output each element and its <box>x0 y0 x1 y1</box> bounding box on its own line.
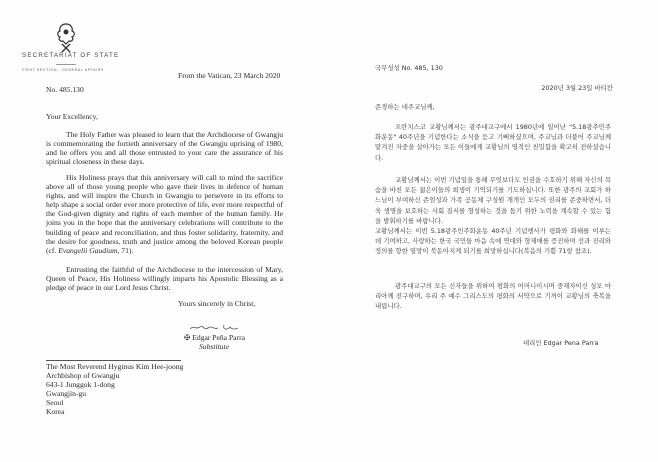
letterhead-divider <box>56 64 76 65</box>
address-block <box>46 362 183 417</box>
citation-title: Evangelii Gaudium <box>58 245 118 255</box>
reference-number-ko: 국무성성 No. 485, 130 <box>375 64 443 72</box>
salutation-ko: 존경하는 대주교님께, <box>375 103 435 111</box>
signature-icon <box>188 322 240 332</box>
citation-tail: , 71). <box>117 245 134 255</box>
paragraph-3: Entrusting the faithful of the Archdiocese to the intercession of Mary, Queen of Peace, His Holiness willingly imparts his Apostolic Blessing as a pledge of peace in our Lord Jesus Christ. <box>46 265 283 293</box>
signer-name: ✠ Edgar Peña Parra <box>184 333 245 342</box>
address-line: Gwangjin-gu <box>46 389 87 399</box>
signer-title: Substitute <box>199 342 229 351</box>
paragraph-ko-3: 교황님께서는 이번 5.18광주민주화운동 40주년 기념행사가 평화와 화해를 이루는 데 기여하고, 사랑하는 한국 국민들 마음 속에 연대와 형제애를 증진하며 선과 진리와 정의를 향한 열망이 북돋아지게 되기를 희망하십니다(복음의 기쁨 71항 참조). <box>375 227 611 256</box>
letterhead-office: SECRETARIAT OF STATE <box>22 52 120 59</box>
paragraph-ko-4: 광주대교구의 모든 신자들을 위하여 평화의 어머니이시며 중재자이신 성모 마리아께 전구하며, 우리 주 예수 그리스도의 평화의 서약으로 기꺼이 교황님의 축복을 내립니다. <box>375 282 611 311</box>
papal-crest-icon <box>53 22 79 54</box>
korean-translation <box>329 0 658 462</box>
closing: Yours sincerely in Christ, <box>178 299 256 308</box>
address-divider <box>46 360 181 361</box>
letterhead-section: FIRST SECTION - GENERAL AFFAIRS <box>22 68 104 72</box>
address-line: 643-1 Junggok 1-dong <box>46 380 115 390</box>
reference-number: No. 485.130 <box>46 85 84 94</box>
paragraph-2-text: His Holiness prays that this anniversary will call to mind the sacrifice above all of those young people who gave their lives in defence of human rights, and will inspire the Church in Gwangju to persevere in its efforts to help shape a social order ever more protective of life, ever more respectful of the God-given dignity and rights of each member of the human family. He joins you in the hope that the anniversary celebrations will contribute to the building of peace and reconciliation, and thus foster solidarity, fraternity, and the desire for goodness, truth and justice among the beloved Korean people (cf. <box>46 173 283 255</box>
date-ko: 2020년 3월 23일 바티칸 <box>541 84 613 92</box>
paragraph-1: The Holy Father was pleased to learn that the Archdiocese of Gwangju is commemorating the fortieth anniversary of the Gwangju uprising of 1980, and he offers you and all those entrusted to your care the assurance of his spiritual closeness in these days. <box>46 130 283 167</box>
salutation: Your Excellency, <box>46 112 98 121</box>
address-line: The Most Reverend Hyginus Kim Hee-joong <box>46 362 184 371</box>
signer-ko: 대리인 Edgar Pena Parra <box>523 339 599 347</box>
address-line: Korea <box>46 407 65 417</box>
paragraph-ko-1: 프란치스코 교황님께서는 광주대교구에서 1980년에 일어난 "5.18광주민주화운동" 40주년을 기념한다는 소식을 듣고 기뻐하셨으며, 주교님과 더불어 주교님께 맡겨진 자중을 살아가는 모든 이들에게 교황님의 영적인 친밀함을 확고히 전하셨습니다. <box>375 123 611 162</box>
paragraph-ko-2: 교황님께서는 이번 기념일을 통해 무엇보다도 인권을 수호하기 위해 자신의 목숨을 바친 모든 젊은이들의 희생이 기억되기를 기도하십니다. 또한 광주의 교회가 하느님이 부여하신 존엄성과 가족 공동체 구성원 개개인 모두의 권리를 존중하면서, 더욱 생명을 보호하는 사회 질서를 형성하는 것을 돕기 위한 노력을 계속할 수 있는 힘을 발휘하기를 바랍니다. <box>375 176 611 225</box>
paragraph-2 <box>46 173 283 255</box>
address-line: Archbishop of Gwangju <box>46 371 120 381</box>
address-line: Seoul <box>46 398 64 408</box>
place-date: From the Vatican, 23 March 2020 <box>178 71 281 80</box>
